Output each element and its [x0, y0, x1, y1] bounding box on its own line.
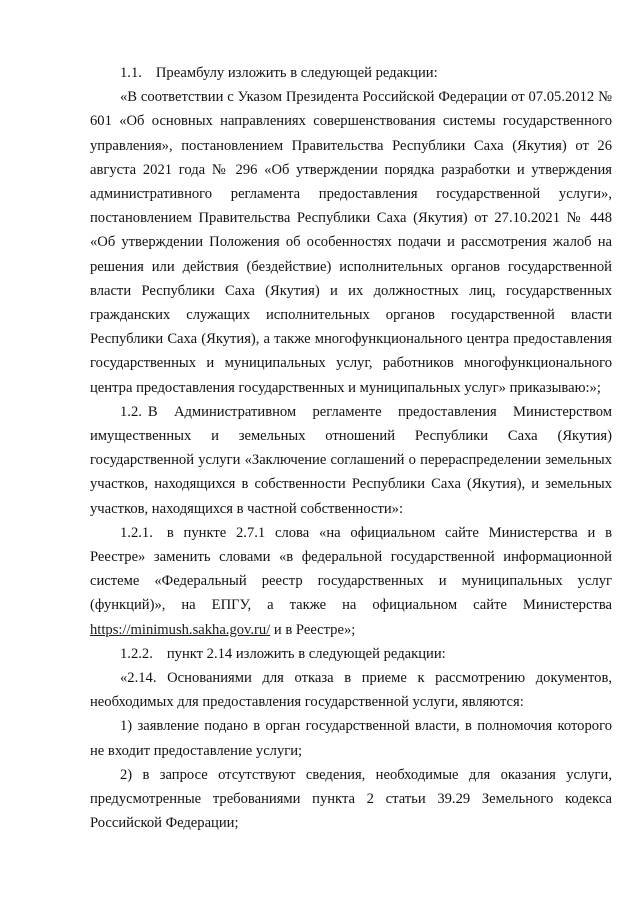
document-page — [90, 61, 612, 836]
paragraph-2-14 — [90, 666, 612, 714]
paragraph-text: В Административном регламенте предоставления Министерством имущественных и земельных отношений Республики Саха (Якутия) государственной услуги «Заключение соглашений о перераспределении земельных участков, находящихся в собственности Республики Саха (Якутия), и земельных участков, находящихся в частной собственности»: — [90, 403, 612, 517]
paragraph-text: Преамбулу изложить в следующей редакции: — [155, 65, 438, 81]
paragraph-text: пункт 2.14 изложить в следующей редакции: — [166, 645, 446, 662]
item-number: 1.2.1. — [120, 524, 153, 541]
paragraph-text: 2) в запросе отсутствуют сведения, необходимые для оказания услуги, предусмотренные требованиями пункта 2 статьи 39.29 Земельного кодекса Российской Федерации; — [90, 766, 612, 832]
list-item-1 — [90, 714, 612, 762]
paragraph-text: «2.14. Основаниями для отказа в приеме к рассмотрению документов, необходимых для предоставления государственной услуги, являются: — [90, 670, 612, 711]
paragraph-text: в пункте 2.7.1 слова «на официальном сайте Министерства и в Реестре» заменить словами «в федеральной государственной информационной системе «Федеральный реестр государственных и муниципальных услуг (функций)», на ЕПГУ, а также на официальном сайте Министерства — [90, 524, 612, 614]
list-item-2 — [90, 763, 612, 836]
paragraph-text: «В соответствии с Указом Президента Российской Федерации от 07.05.2012 № 601 «Об основных направлениях совершенствования системы государственного управления», постановлением Правительства Республики Саха (Якутия) от 26 августа 2021 года № 296 «Об утверждении порядка разработки и утверждения административного регламента предоставления государственной услуги», постановлением Правительства Республики Саха (Якутия) от 27.10.2021 № 448 «Об утверждении Положения об особенностях подачи и рассмотрения жалоб на решения или действия (бездействие) исполнительных органов государственной власти Республики Саха (Якутия) и их должностных лиц, государственных гражданских служащих исполнительных органов государственной власти Республики Саха (Якутия), а также многофункционального центра предоставления государственных и муниципальных услуг, работников многофункционального центра предоставления государственных и муниципальных услуг» приказываю:»; — [90, 89, 612, 396]
item-number: 1.1. — [120, 65, 142, 81]
ministry-website-link[interactable]: https://minimush.sakha.gov.ru/ — [90, 621, 271, 638]
item-number: 1.2. — [120, 403, 142, 420]
paragraph-1-2-2 — [90, 642, 612, 666]
paragraph-text: 1) заявление подано в орган государственной власти, в полномочия которого не входит предоставление услуги; — [90, 718, 612, 759]
paragraph-1-2-1 — [90, 521, 612, 642]
paragraph-preamble-text — [90, 85, 612, 400]
paragraph-1-1 — [90, 61, 612, 85]
paragraph-1-2 — [90, 400, 612, 521]
paragraph-text-tail: и в Реестре»; — [270, 621, 356, 638]
item-number: 1.2.2. — [120, 645, 153, 662]
